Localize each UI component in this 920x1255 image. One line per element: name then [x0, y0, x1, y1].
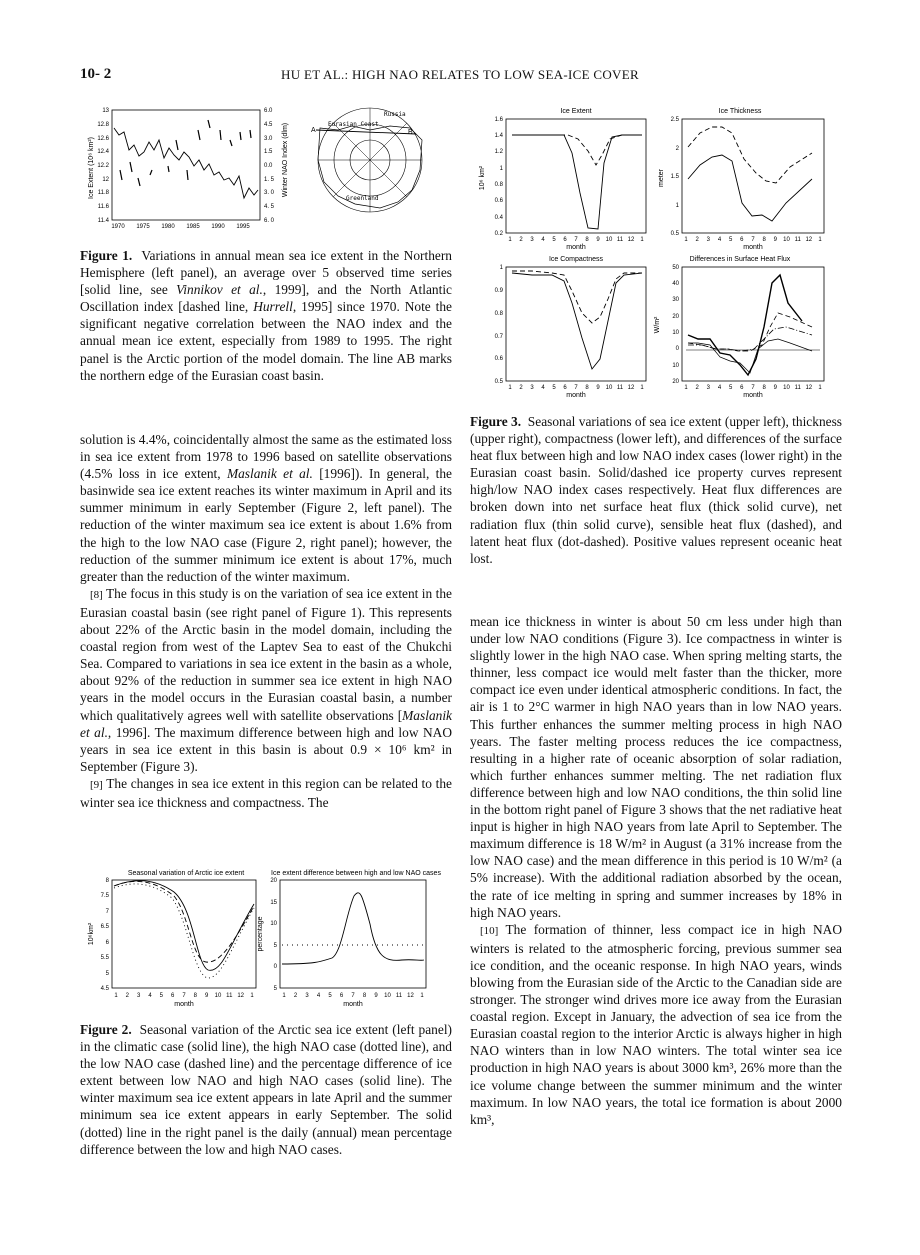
fig3-ext-ytick-7: 0.2 [494, 231, 503, 237]
fig1-ltick-3: 12.4 [97, 149, 109, 155]
figure-1-label: Figure 1. [80, 248, 133, 263]
fig3-extent-month-4: 5 [552, 237, 556, 243]
fig1-xtick-5: 1995 [236, 224, 250, 230]
fig2-right-month-6: 7 [351, 993, 355, 999]
fig3-compactness-month-11: 12 [627, 385, 635, 391]
fig2-right-month-5: 6 [339, 993, 344, 999]
fig3-frame-extent [506, 119, 646, 233]
fig2-left-month-5: 6 [171, 993, 175, 999]
fig2-right-xticks [282, 993, 424, 999]
fig2-right-month-8: 9 [374, 993, 378, 999]
fig2-right-title: Ice extent difference between high and low NAO cases [271, 870, 441, 877]
p8-cite: Maslanik et al. [80, 707, 452, 740]
fig3-heatflux-month-6: 7 [751, 385, 755, 391]
figure-2-caption [80, 1021, 452, 1158]
fig3-thickness-month-1: 2 [695, 237, 699, 243]
fig3-heatflux-month-4: 5 [729, 385, 733, 391]
fig3-heatflux-month-8: 9 [773, 385, 777, 391]
fig3-compactness-month-5: 6 [563, 385, 567, 391]
fig3-cmp-ytick-4: 0.6 [494, 356, 503, 362]
fig3-compactness-month-2: 3 [530, 385, 534, 391]
fig3-xlabel-extent: month [566, 244, 586, 251]
fig3-compactness-month-0: 1 [508, 385, 512, 391]
fig1-left-ticks [97, 108, 109, 224]
fig3-hf-ytick-5: 0 [675, 346, 679, 352]
fig1-map-label-b: B [408, 129, 413, 136]
fig3-xlabel-compactness: month [566, 392, 586, 399]
fig3-thickness-month-10: 11 [794, 237, 801, 243]
fig3-thk-ytick-4: 0.5 [670, 231, 679, 237]
running-header [80, 66, 840, 86]
fig3-thickness-month-12: 1 [818, 237, 822, 243]
fig2-rytick-1: 15 [270, 900, 277, 906]
fig3-thickness-month-2: 3 [706, 237, 710, 243]
fig1-rtick-8: 6. 0 [264, 218, 275, 224]
fig3-thk-ytick-1: 2 [675, 146, 679, 152]
fig3-ext-ytick-6: 0.4 [494, 215, 503, 221]
figure-3-caption [470, 413, 842, 567]
fig2-left-month-3: 4 [148, 993, 152, 999]
fig3-thickness-month-8: 9 [773, 237, 777, 243]
p9-continued-text: mean ice thickness in winter is about 50 cm less under high than under low NAO conditions (Figure 3). Ice compactness in winter is slightly lower in the high NAO case. When spring melting starts, the thinner, less compact ice would melt faster than the thicker, more compact ice even under identical atmospheric conditions. In fact, the air is 1 to 2°C warmer in high NAO years than in low NAO years. This further enhances the summer melting process in high NAO years. The faster melting process reduces the ice compactness, resulting in a higher rate of oceanic absorption of solar radiation, which further enhances summer melting. The net radiation flux difference between high and low NAO conditions, the thin solid line in the bottom right panel of Figure 3 shows that the net radiative heat input is higher in high NAO years from late April to September. The maximum difference is 18 W/m² in August (a 31% increase from the low NAO case) and the mean difference in this period is 10 W/m² (a 5% increase). With the additional radiation absorbed by the ocean, the rate of ice melting in spring and summer increases by 18% in high NAO years. [470, 614, 842, 920]
fig3-ext-ytick-3: 1 [499, 166, 503, 172]
fig3-yticks-thickness [671, 117, 680, 237]
fig2-left-yticks [101, 878, 110, 992]
fig1-left-ylabel: Ice Extent (10⁶ km²) [88, 136, 95, 200]
fig3-heatflux-month-0: 1 [684, 385, 688, 391]
fig2-right-month-12: 1 [420, 993, 424, 999]
fig3-heatflux-month-11: 12 [805, 385, 813, 391]
fig2-right-month-7: 8 [362, 993, 367, 999]
fig2-rytick-4: 0 [273, 964, 277, 970]
fig3-extent-month-7: 8 [585, 237, 589, 243]
fig2-right-month-3: 4 [316, 993, 321, 999]
fig1-rtick-7: 4. 5 [264, 204, 275, 210]
fig1-caption-text-a: Variations in annual mean sea ice extent in the Northern Hemisphere (left panel), an average over 5 observed time series [solid line, see [80, 248, 452, 298]
fig3-compactness-month-10: 11 [616, 385, 624, 391]
fig3-xticks-extent [508, 237, 644, 243]
p10-text: The formation of thinner, less compact ice in high NAO winters is related to the atmospheric forcing, previous summer sea ice condition, and the oceanic response. In high NAO years, winds blowing from the Eurasian side of the Arctic to the Canadian side are stronger. The stronger wind drives more ice away from the Eurasian coastal region. Except in January, the advection of sea ice from the Eurasian coastal region to the interior Arctic is always higher in high NAO winters than in low NAO winters. The total winter sea ice production in high NAO years is about 3000 km³, 26% more than the ice volume change between the summer minimum and the winter maximum. In low NAO years, the total ice formation is about 2000 km³, [470, 921, 842, 1127]
p8-number: [8] [90, 588, 103, 601]
fig3-extent-month-6: 7 [574, 237, 578, 243]
fig3-yticks-heatflux [672, 265, 679, 385]
fig1-arctic-map [311, 108, 422, 212]
fig3-heatflux-month-1: 2 [695, 385, 699, 391]
fig2-right-month-11: 12 [407, 993, 414, 999]
fig3-heatflux-month-5: 6 [740, 385, 744, 391]
fig1-caption-cite-2: Hurrell [253, 299, 293, 315]
fig3-yticks-compactness [495, 265, 504, 385]
fig1-ltick-8: 11.4 [97, 218, 109, 224]
p8-text-c: , 1996]. The maximum difference between high and low NAO years in sea ice extent in this basin is about 0.9 × 10⁶ km² in September (Figure 3). [80, 724, 452, 774]
fig3-xticks-compactness [508, 385, 644, 391]
fig2-left-month-12: 1 [250, 993, 254, 999]
figure-1 [80, 100, 450, 235]
fig1-xtick-1: 1975 [136, 224, 150, 230]
p7-text-a: solution is 4.4%, coincidentally almost the same as the estimated loss in sea ice extent from 1978 to 1996 based on satellite observations (4.5% loss in ice extent, [80, 432, 452, 482]
fig3-compactness-high-nao [512, 273, 642, 369]
figure-3-graphic [472, 103, 842, 403]
fig2-right-ylabel: percentage [257, 916, 264, 952]
figure-2 [84, 864, 454, 1014]
fig1-ltick-7: 11.6 [97, 204, 109, 210]
fig1-xtick-0: 1970 [111, 224, 125, 230]
fig3-title-thickness: Ice Thickness [718, 108, 762, 115]
fig2-left-month-11: 12 [237, 993, 245, 999]
fig1-ice-extent-line [114, 128, 258, 198]
fig2-right-month-1: 2 [293, 993, 298, 999]
fig3-cmp-ytick-0: 1 [499, 265, 503, 271]
fig3-compactness-month-4: 5 [552, 385, 556, 391]
p9-text: The changes in sea ice extent in this region can be related to the winter sea ice thickness and compactness. The [80, 775, 452, 810]
fig1-right-ylabel: Winter NAO Index (dlm) [282, 122, 289, 198]
figure-3-label: Figure 3. [470, 414, 522, 429]
fig1-rtick-5: 1. 5 [264, 177, 275, 183]
fig3-extent-month-0: 1 [508, 237, 512, 243]
fig3-cmp-ytick-5: 0.5 [494, 379, 503, 385]
fig3-net-surface-flux [688, 275, 802, 375]
p7-cite: Maslanik et al. [226, 466, 313, 482]
fig2-left-month-2: 3 [137, 993, 141, 999]
fig2-left-ylabel: 10⁶km² [88, 922, 95, 946]
fig3-thickness-month-7: 8 [762, 237, 766, 243]
fig1-xtick-4: 1990 [211, 224, 225, 230]
fig1-rtick-4: 0.0 [264, 163, 273, 169]
fig1-map-label-eurasian: Eurasian Coast [328, 121, 379, 128]
fig3-thickness-month-0: 1 [684, 237, 688, 243]
fig2-left-month-10: 11 [226, 993, 233, 999]
fig3-thickness-month-4: 5 [729, 237, 733, 243]
fig3-thickness-low-nao [688, 127, 812, 183]
fig2-lytick-1: 7.5 [100, 893, 109, 899]
fig3-thk-ytick-3: 1 [675, 203, 679, 209]
body-right-column [470, 613, 842, 1128]
fig3-ext-ytick-0: 1.6 [494, 117, 503, 123]
fig2-left-month-1: 2 [125, 993, 129, 999]
fig2-right-yticks [270, 878, 277, 992]
paragraph-9 [80, 775, 452, 811]
fig3-heatflux-month-12: 1 [818, 385, 822, 391]
fig1-ltick-2: 12.6 [97, 136, 109, 142]
fig1-caption-text-c: , 1999], and the North Atlantic Oscillation index [dashed line, [80, 282, 452, 315]
fig1-rtick-6: 3. 0 [264, 190, 275, 196]
fig3-title-heatflux: Differences in Surface Heat Flux [689, 256, 791, 263]
fig3-cmp-ytick-2: 0.8 [494, 311, 503, 317]
fig3-ext-ytick-2: 1.2 [494, 149, 503, 155]
figure-1-caption [80, 247, 452, 384]
fig1-ltick-6: 11.8 [97, 190, 109, 196]
figure-3 [472, 103, 842, 403]
fig2-right-month-4: 5 [328, 993, 332, 999]
fig2-lytick-2: 7 [105, 909, 109, 915]
fig3-hf-ytick-3: 20 [672, 314, 679, 320]
fig3-title-extent: Ice Extent [560, 108, 592, 115]
fig3-extent-high-nao [512, 135, 642, 229]
fig3-xlabel-heatflux: month [743, 392, 763, 399]
fig3-compactness-month-3: 4 [541, 385, 545, 391]
fig3-extent-month-12: 1 [640, 237, 644, 243]
fig1-map-label-russia: Russia [384, 111, 406, 118]
fig3-thickness-month-3: 4 [717, 237, 722, 243]
paragraph-10 [470, 921, 842, 1128]
fig3-ylabel-extent: 10⁶ km² [479, 165, 486, 191]
fig3-thickness-month-9: 10 [783, 237, 790, 243]
paragraph-7 [80, 431, 452, 585]
fig1-caption-cite-1: Vinnikov et al. [176, 282, 263, 298]
fig3-title-compactness: Ice Compactness [548, 256, 604, 263]
fig3-xlabel-thickness: month [743, 244, 763, 251]
fig3-heatflux-month-9: 10 [783, 385, 790, 391]
fig3-net-radiation-flux [688, 339, 812, 373]
fig3-caption-text: Seasonal variations of sea ice extent (upper left), thickness (upper right), compactness (lower left), and differences of the surface heat flux between high and low NAO index cases (lower right) in the Eurasian coast basin. Solid/dashed ice property curves represent high/low NAO index cases respectively. Heat flux differences are broken down into net surface heat flux (thick solid curve), net radiation flux (thin solid curve), sensible heat flux (dashed), and latent heat flux (dot-dashed). Positive values represent oceanic heat lost. [470, 414, 843, 566]
fig1-map-label-a: A [311, 127, 316, 134]
fig1-ltick-0: 13 [102, 108, 109, 114]
fig2-lytick-0: 8 [105, 878, 109, 884]
fig2-climatic-line [114, 881, 254, 971]
fig3-thk-ytick-2: 1.5 [670, 174, 679, 180]
fig3-ext-ytick-5: 0.6 [494, 198, 503, 204]
fig2-rytick-3: 5 [273, 943, 277, 949]
fig3-xticks-thickness [684, 237, 822, 243]
fig2-left-month-6: 7 [182, 993, 186, 999]
fig2-daily-difference-line [282, 893, 424, 964]
fig2-right-month-10: 11 [395, 993, 403, 999]
fig3-compactness-low-nao [512, 271, 642, 323]
fig2-right-frame [280, 880, 426, 988]
fig2-lytick-7: 4.5 [100, 986, 109, 992]
figure-1-graphic [80, 100, 450, 235]
fig2-left-xticks [114, 993, 254, 999]
fig1-ltick-5: 12 [102, 177, 109, 183]
fig2-left-month-8: 9 [205, 993, 209, 999]
fig3-compactness-month-8: 9 [596, 385, 600, 391]
fig1-ltick-1: 12.8 [97, 122, 109, 128]
fig1-rtick-1: 4.5 [264, 122, 273, 128]
fig2-rytick-5: 5 [273, 986, 277, 992]
fig3-extent-month-10: 11 [616, 237, 624, 243]
fig3-extent-low-nao [512, 135, 642, 165]
fig3-frame-compactness [506, 267, 646, 381]
fig3-hf-ytick-7: 20 [672, 379, 679, 385]
fig3-extent-month-11: 12 [627, 237, 635, 243]
fig2-left-frame [112, 880, 256, 988]
p9-number: [9] [90, 778, 103, 791]
body-left-column [80, 431, 452, 811]
fig2-left-xlabel: month [174, 1001, 194, 1008]
p7-text-c: [1996]). In general, the basinwide sea ice extent reaches its winter maximum in April and its summer minimum in early September (Figure 2, left panel). The reduction of the winter maximum sea ice extent is about 1.6% from the high to the low NAO case (Figure 2, right panel); however, the reduction of the summer minimum ice extent is about 17%, much greater than the reduction of the winter maximum. [80, 466, 452, 584]
fig3-extent-month-8: 9 [596, 237, 600, 243]
fig3-thickness-month-5: 6 [740, 237, 744, 243]
fig3-heatflux-month-2: 3 [706, 385, 710, 391]
fig2-right-xlabel: month [343, 1001, 363, 1008]
fig2-lytick-5: 5.5 [100, 955, 109, 961]
fig3-extent-month-3: 4 [541, 237, 545, 243]
fig2-rytick-2: 10 [270, 921, 277, 927]
fig3-thk-ytick-0: 2.5 [670, 117, 679, 123]
paragraph-8 [80, 585, 452, 775]
fig3-cmp-ytick-3: 0.7 [494, 334, 503, 340]
fig1-xtick-3: 1985 [186, 224, 200, 230]
fig3-ext-ytick-1: 1.4 [494, 133, 503, 139]
fig2-right-month-2: 3 [305, 993, 309, 999]
fig1-caption-text-e: , 1995] since 1970. Note the significant negative correlation between the NAO index and the annual mean ice extent, especially from 1989 to 1995. The right panel is the Arctic portion of the model domain. The line AB marks the northern edge of the Eurasian coast basin. [80, 299, 452, 383]
fig3-compactness-month-12: 1 [640, 385, 644, 391]
fig3-thickness-month-6: 7 [751, 237, 755, 243]
fig2-high-nao-line [114, 884, 254, 978]
figure-2-label: Figure 2. [80, 1022, 132, 1037]
fig1-map-label-greenland: Greenland [346, 195, 379, 202]
fig1-right-ticks [264, 108, 275, 224]
fig2-lytick-3: 6.5 [100, 924, 109, 930]
fig3-compactness-month-7: 8 [585, 385, 589, 391]
fig2-right-month-0: 1 [282, 993, 286, 999]
fig3-extent-month-2: 3 [530, 237, 534, 243]
fig2-left-month-4: 5 [159, 993, 163, 999]
p10-number: [10] [480, 924, 499, 937]
page-number: 10- 2 [80, 66, 112, 82]
fig1-plot-frame [112, 110, 260, 220]
fig3-sensible-heat-flux [688, 313, 812, 351]
fig3-heatflux-month-3: 4 [717, 385, 722, 391]
fig3-compactness-month-6: 7 [574, 385, 578, 391]
fig2-lytick-4: 6 [105, 940, 109, 946]
fig3-ext-ytick-4: 0.8 [494, 182, 503, 188]
fig2-left-month-9: 10 [214, 993, 222, 999]
figure-2-graphic [84, 864, 454, 1014]
fig3-hf-ytick-1: 40 [672, 281, 679, 287]
fig2-lytick-6: 5 [105, 971, 109, 977]
fig2-right-month-9: 10 [384, 993, 391, 999]
fig3-compactness-month-1: 2 [519, 385, 523, 391]
p8-text-a: The focus in this study is on the variation of sea ice extent in the Eurasian coastal basin (see right panel of Figure 1). This represents about 22% of the Arctic basin in the model domain, including the coastal region from west of the Laptev Sea to east of the Chukchi Sea. Compared to variations in sea ice extent in the basin as a whole, about 92% of the reduction in summer sea ice extent in high NAO years in the model occurs in the Eurasian coastal basin, a number which qualitatively agrees well with satellite observations [ [80, 585, 452, 723]
fig3-heatflux-month-7: 8 [762, 385, 766, 391]
paragraph-9-continued [470, 613, 842, 921]
fig3-yticks-extent [495, 117, 504, 237]
fig3-extent-month-5: 6 [563, 237, 567, 243]
fig2-caption-text: Seasonal variation of the Arctic sea ice extent (left panel) in the climatic case (solid line), the high NAO case (dotted line), and the low NAO case (dashed line) and the percentage difference of ice extent between low NAO and high NAO cases (solid line). The winter maximum sea ice extent appears in late April and the summer minimum sea ice extent appears in early September. The solid (dotted) line in the right panel is the daily (annual) mean percentage difference between the low and high NAO cases. [80, 1022, 452, 1157]
fig3-hf-ytick-6: 10 [672, 363, 679, 369]
fig3-cmp-ytick-1: 0.9 [494, 288, 503, 294]
fig3-hf-ytick-0: 50 [672, 265, 679, 271]
fig2-left-month-0: 1 [114, 993, 118, 999]
fig1-rtick-3: 1.5 [264, 149, 273, 155]
fig3-ylabel-heatflux: W/m² [654, 316, 661, 334]
fig1-xticks [111, 224, 250, 230]
fig2-rytick-0: 20 [270, 878, 277, 884]
fig1-rtick-0: 6.0 [264, 108, 273, 114]
fig1-ltick-4: 12.2 [97, 163, 109, 169]
fig1-rtick-2: 3.0 [264, 136, 273, 142]
fig3-hf-ytick-4: 10 [672, 330, 679, 336]
fig2-low-nao-line [114, 881, 254, 962]
fig1-xtick-2: 1980 [161, 224, 175, 230]
fig3-heatflux-month-10: 11 [794, 385, 801, 391]
fig3-extent-month-9: 10 [605, 237, 613, 243]
fig3-thickness-month-11: 12 [805, 237, 813, 243]
fig3-extent-month-1: 2 [519, 237, 523, 243]
fig3-compactness-month-9: 10 [605, 385, 613, 391]
fig3-xticks-heatflux [684, 385, 822, 391]
fig2-left-title: Seasonal variation of Arctic ice extent [127, 870, 245, 877]
fig2-left-month-7: 8 [193, 993, 197, 999]
fig3-hf-ytick-2: 30 [672, 297, 679, 303]
running-head-title: HU ET AL.: HIGH NAO RELATES TO LOW SEA-ICE COVER [281, 67, 639, 82]
fig3-ylabel-thickness: meter [658, 169, 665, 187]
